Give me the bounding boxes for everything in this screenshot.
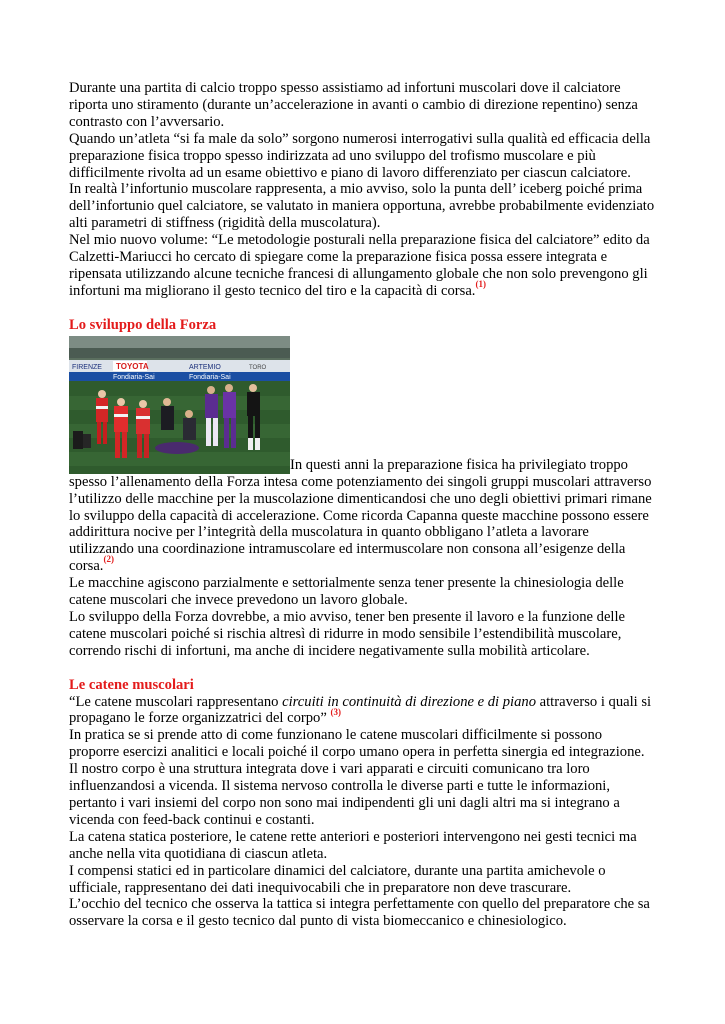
photo-row	[69, 336, 669, 474]
quote-italic: circuiti in continuità di direzione e di piano	[282, 693, 536, 710]
text-line: riporta uno stiramento (durante un’accelerazione in avanti o cambio di direzione repentino) senza	[69, 96, 638, 113]
banner-sponsor-text-2: Fondiaria-Sai	[189, 373, 231, 381]
banner-sponsor-text: Fondiaria-Sai	[113, 373, 155, 381]
text-line: vicenda con feed-back continui e costanti.	[69, 811, 315, 828]
text-line: Lo sviluppo della Forza dovrebbe, a mio avviso, tener ben presente il lavoro e la funzione delle	[69, 608, 626, 625]
text-line: Quando un’atleta “si fa male da solo” sorgono numerosi interrogativi sulla qualità ed efficacia della	[69, 130, 651, 147]
text-line-content: infortuni ma migliorano il gesto tecnico del tiro e la capacità di corsa.	[69, 282, 476, 299]
text-line: In realtà l’infortunio muscolare rappresenta, a mio avviso, solo la punta dell’ iceberg poiché prima	[69, 181, 643, 198]
catene-paragraph	[69, 694, 669, 931]
text-line: In pratica se si prende atto di come funzionano le catene muscolari difficilmente si possono	[69, 727, 603, 744]
text-line	[69, 279, 669, 300]
footnote-ref[interactable]: (1)	[475, 279, 486, 290]
text-line: catene muscolari poiché si rischia altresì di ridurre in modo sensibile l’estendibilità muscolare,	[69, 625, 622, 642]
text-line: catene muscolari che invece prevedono un lavoro globale.	[69, 592, 408, 609]
banner-brand-text: TOYOTA	[116, 361, 149, 371]
text-line: contrasto con l’avversario.	[69, 113, 225, 130]
text-line-content: corsa.	[69, 558, 104, 575]
text-line: l’utilizzo delle macchine per la muscolazione dimenticandosi che uno degli obiettivi primari rimane	[69, 490, 652, 507]
text-line: influenzandosi a vicenda. Il sistema nervoso controlla le diverse parti e tutte le informazioni,	[69, 778, 611, 795]
text-line: La catena statica posteriore, le catene rette anteriori e posteriori intervengono nei gesti tecnici ma	[69, 828, 637, 845]
text-line: difficilmente rivolta ad un esame obiettivo e piano di lavoro differenziato per ciascun calciatore.	[69, 164, 631, 181]
section-heading-catene: Le catene muscolari	[69, 676, 194, 693]
text-line: I compensi statici ed in particolare dinamici del calciatore, durante una partita amichevole o	[69, 862, 606, 879]
banner-left-text: FIRENZE	[72, 363, 102, 371]
text-line: L’occhio del tecnico che osserva la tattica si integra perfettamente con quello del preparatore che sa	[69, 896, 650, 913]
text-line: utilizzando una coordinazione intramuscolare ed intermuscolare non consona all’esigenze della	[69, 541, 626, 558]
forza-paragraph	[69, 474, 669, 660]
text-line: lo sviluppo della capacità di accelerazione. Come ricorda Capanna queste macchine possono essere	[69, 507, 649, 524]
text-line: Nel mio nuovo volume: “Le metodologie posturali nella preparazione fisica del calciatore” edito da	[69, 232, 650, 249]
text-line: spesso l’allenamento della Forza intesa come potenziamento dei singoli gruppi muscolari attraverso	[69, 473, 652, 490]
text-line: Le macchine agiscono parzialmente e settorialmente senza tener presente la chinesiologia delle	[69, 575, 624, 592]
text-line: Il nostro corpo è una struttura integrata dove i vari apparati e circuiti comunicano tra loro	[69, 761, 590, 778]
text-line	[69, 554, 669, 575]
text-line: preparazione fisica troppo spesso indirizzata ad uno sviluppo del trofismo muscolare e più	[69, 147, 596, 164]
text-line: addirittura nocive per l’integrità della muscolatura in quanto obbligano l’atleta a lavorare	[69, 524, 589, 541]
text-line: ufficiale, rappresentano dei dati inequivocabili che in preparatore non deve trascurare.	[69, 879, 572, 896]
document-page	[69, 80, 669, 930]
text-line: Durante una partita di calcio troppo spesso assistiamo ad infortuni muscolari dove il calciatore	[69, 80, 621, 96]
text-line	[69, 706, 669, 727]
text-line-content: propagano le forze organizzatrici del corpo”	[69, 710, 327, 727]
banner-right-text: ARTEMIO	[189, 363, 221, 371]
banner-small-text: TORO	[249, 364, 267, 371]
text-line: correndo rischi di infortuni, ma anche di incidere negativamente sulla mobilità articolare.	[69, 642, 590, 659]
section-heading-forza: Lo sviluppo della Forza	[69, 316, 217, 333]
text-line: osservare la corsa e il gesto tecnico dal punto di vista biomeccanico e chinesiologico.	[69, 913, 567, 930]
text-line: proporre esercizi analitici e locali poiché il corpo umano opera in perfetta sinergia ed integrazione.	[69, 744, 645, 761]
text-line: pertanto i vari insiemi del corpo non sono mai indipendenti gli uni dagli altri ma si integrano a	[69, 795, 620, 811]
text-line: anche nella vita quotidiana di ciascun atleta.	[69, 845, 328, 862]
intro-paragraph	[69, 80, 669, 300]
text-line: dell’infortunio quel calciatore, se valutato in maniera opportuna, avrebbe probabilmente evidenziato	[69, 198, 655, 215]
football-injury-photo	[69, 336, 290, 474]
text-line: ripensata utilizzando alcune tecniche francesi di allungamento globale che non solo prevengono gli	[69, 265, 648, 282]
footnote-ref[interactable]: (3)	[330, 706, 341, 717]
text-line: alti parametri di stiffness (rigidità della muscolatura).	[69, 215, 381, 232]
quote-end: attraverso i quali si	[536, 693, 652, 710]
text-line: Calzetti-Mariucci ho cercato di spiegare come la preparazione fisica possa essere integrata e	[69, 249, 608, 266]
text-line	[69, 694, 669, 711]
text-line: In questi anni la preparazione fisica ha privilegiato troppo	[290, 456, 628, 473]
quote-start: “Le catene muscolari rappresentano	[69, 693, 283, 710]
footnote-ref[interactable]: (2)	[103, 554, 114, 565]
